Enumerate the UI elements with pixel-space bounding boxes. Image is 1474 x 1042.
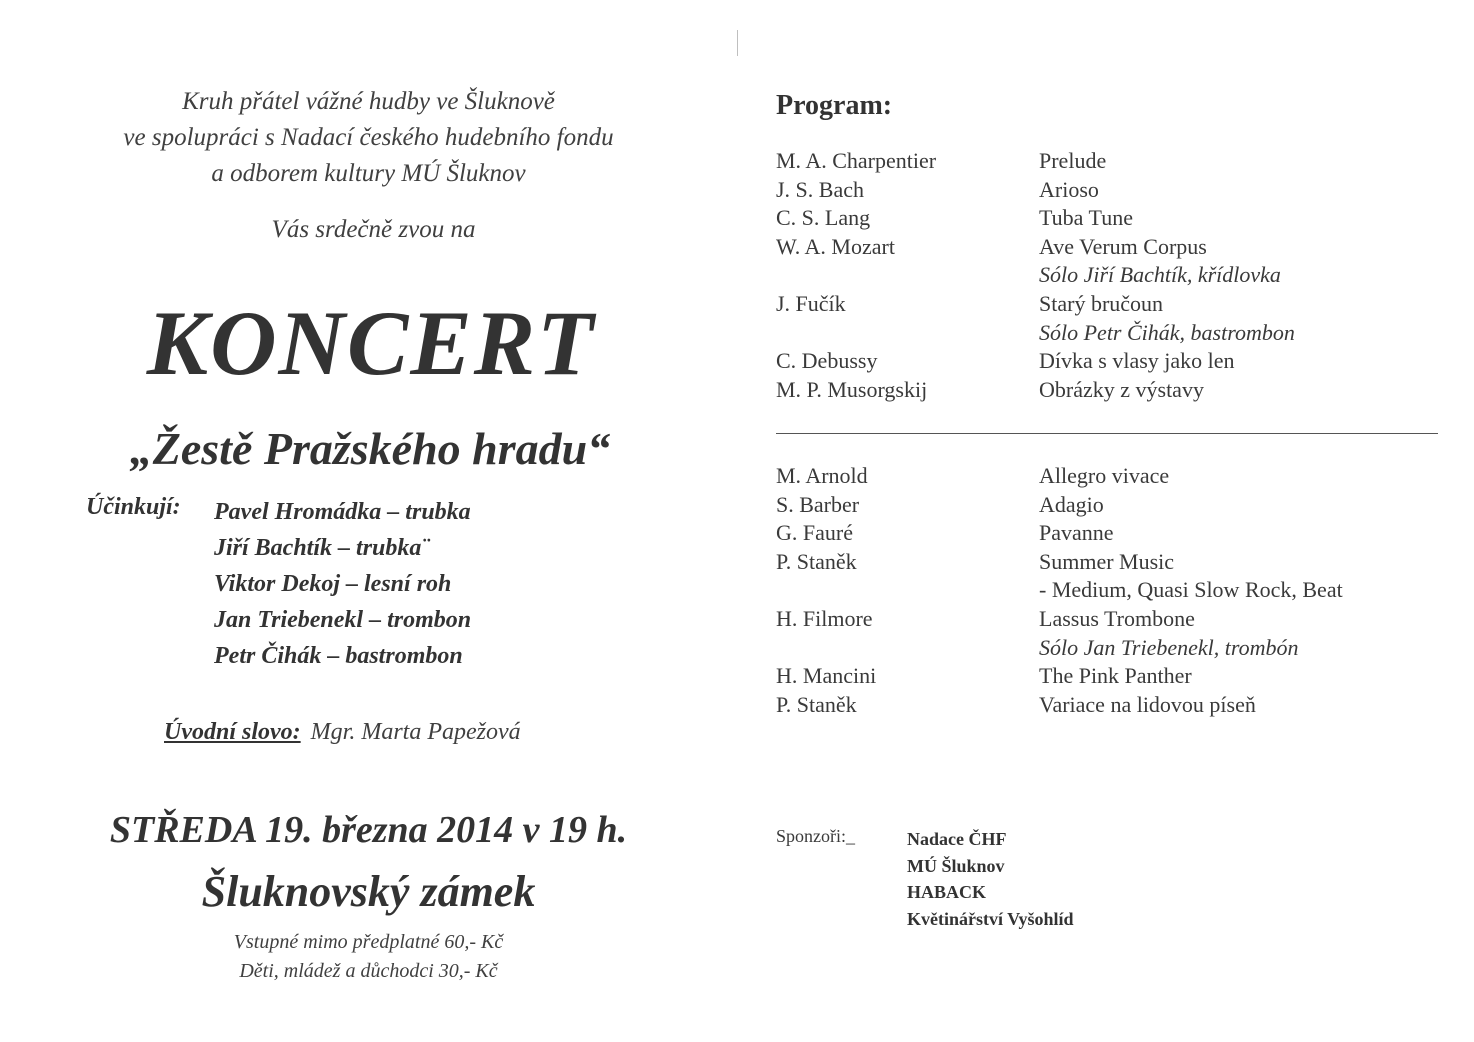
composer xyxy=(776,576,1039,605)
program-row xyxy=(776,290,1416,319)
composer xyxy=(776,319,1039,348)
program-row xyxy=(776,347,1416,376)
work: Dívka s vlasy jako len xyxy=(1039,348,1235,374)
work: Lassus Trombone xyxy=(1039,605,1195,631)
program-row xyxy=(776,319,1416,348)
program-row xyxy=(776,176,1416,205)
intro-line: ve spolupráci s Nadací českého hudebního fondu xyxy=(123,124,614,151)
composer: H. Mancini xyxy=(776,663,877,689)
performers-list xyxy=(214,494,471,674)
work: Prelude xyxy=(1039,148,1107,173)
work: Adagio xyxy=(1039,491,1104,517)
ticket-prices xyxy=(0,928,737,986)
composer: J. Fučík xyxy=(776,290,846,316)
composer: H. Filmore xyxy=(776,605,873,631)
program-row xyxy=(776,548,1416,577)
program-row xyxy=(776,662,1416,691)
composer: M. Arnold xyxy=(776,463,868,488)
program-row xyxy=(776,147,1416,176)
speech-label: Úvodní slovo: xyxy=(164,719,301,745)
program-title: Program: xyxy=(776,90,893,121)
organizer-intro xyxy=(0,84,737,192)
sponsor: Květinářství Vyšohlíd xyxy=(907,908,1074,929)
invite-text: Vás srdečně zvou na xyxy=(271,216,476,243)
program-row xyxy=(776,491,1416,520)
performer: Jiří Bachtík – trubka¨ xyxy=(214,535,430,561)
composer xyxy=(776,261,1039,290)
program-row xyxy=(776,519,1416,548)
program-row xyxy=(776,376,1416,405)
program-part-1 xyxy=(776,147,1416,404)
event-date: STŘEDA 19. března 2014 v 19 h. xyxy=(109,809,628,851)
program-row xyxy=(776,605,1416,634)
composer: M. A. Charpentier xyxy=(776,148,937,173)
program-row xyxy=(776,634,1416,663)
composer: C. Debussy xyxy=(776,348,878,374)
sponsor: MÚ Šluknov xyxy=(907,855,1005,876)
composer: W. A. Mozart xyxy=(776,233,895,259)
composer: M. P. Musorgskij xyxy=(776,376,928,402)
composer: P. Staněk xyxy=(776,548,857,574)
program-row xyxy=(776,462,1416,491)
intro-line: a odborem kultury MÚ Šluknov xyxy=(211,160,526,187)
speech-name: Mgr. Marta Papežová xyxy=(310,719,521,745)
work: Summer Music xyxy=(1039,548,1175,574)
performer: Viktor Dekoj – lesní roh xyxy=(214,571,452,597)
opening-speech xyxy=(164,719,521,746)
sponsors-label: Sponzoři:_ xyxy=(776,826,855,846)
solo-note: Sólo Jan Triebenekl, trombón xyxy=(1039,634,1299,660)
work: Arioso xyxy=(1039,176,1099,202)
work: Pavanne xyxy=(1039,520,1114,546)
ensemble-name: „Žestě Pražského hradu“ xyxy=(129,423,611,474)
performers-label: Účinkují: xyxy=(86,494,181,520)
performer: Petr Čihák – bastrombon xyxy=(214,643,463,669)
work: Starý bručoun xyxy=(1039,290,1164,316)
sponsor: HABACK xyxy=(907,882,987,902)
program-row xyxy=(776,576,1416,605)
work: The Pink Panther xyxy=(1039,663,1192,689)
program-row xyxy=(776,233,1416,262)
intro-line: Kruh přátel vážné hudby ve Šluknově xyxy=(182,88,555,115)
event-title: KONCERT xyxy=(146,292,596,394)
intermission-divider xyxy=(776,433,1438,434)
sponsors-list xyxy=(907,826,1074,932)
program-row xyxy=(776,261,1416,290)
price-line: Vstupné mimo předplatné 60,- Kč xyxy=(233,931,504,953)
composer: C. S. Lang xyxy=(776,205,871,231)
solo-note: Sólo Petr Čihák, bastrombon xyxy=(1039,319,1295,345)
work: Variace na lidovou píseň xyxy=(1039,691,1256,717)
program-row xyxy=(776,204,1416,233)
event-venue: Šluknovský zámek xyxy=(201,867,536,916)
composer: S. Barber xyxy=(776,491,860,517)
performer: Pavel Hromádka – trubka xyxy=(214,499,471,525)
work: Ave Verum Corpus xyxy=(1039,233,1207,259)
price-line: Děti, mládež a důchodci 30,- Kč xyxy=(239,960,498,982)
performer: Jan Triebenekl – trombon xyxy=(214,607,472,633)
composer: J. S. Bach xyxy=(776,176,864,202)
composer: G. Fauré xyxy=(776,520,853,546)
program-row xyxy=(776,691,1416,720)
program-part-2 xyxy=(776,462,1416,719)
work: Obrázky z výstavy xyxy=(1039,376,1204,402)
fold-mark xyxy=(737,30,738,56)
work-subtitle: - Medium, Quasi Slow Rock, Beat xyxy=(1039,577,1343,603)
sponsor: Nadace ČHF xyxy=(907,829,1007,849)
composer: P. Staněk xyxy=(776,691,857,717)
work: Allegro vivace xyxy=(1039,463,1170,488)
solo-note: Sólo Jiří Bachtík, křídlovka xyxy=(1039,262,1281,288)
composer xyxy=(776,634,1039,663)
work: Tuba Tune xyxy=(1039,205,1133,231)
